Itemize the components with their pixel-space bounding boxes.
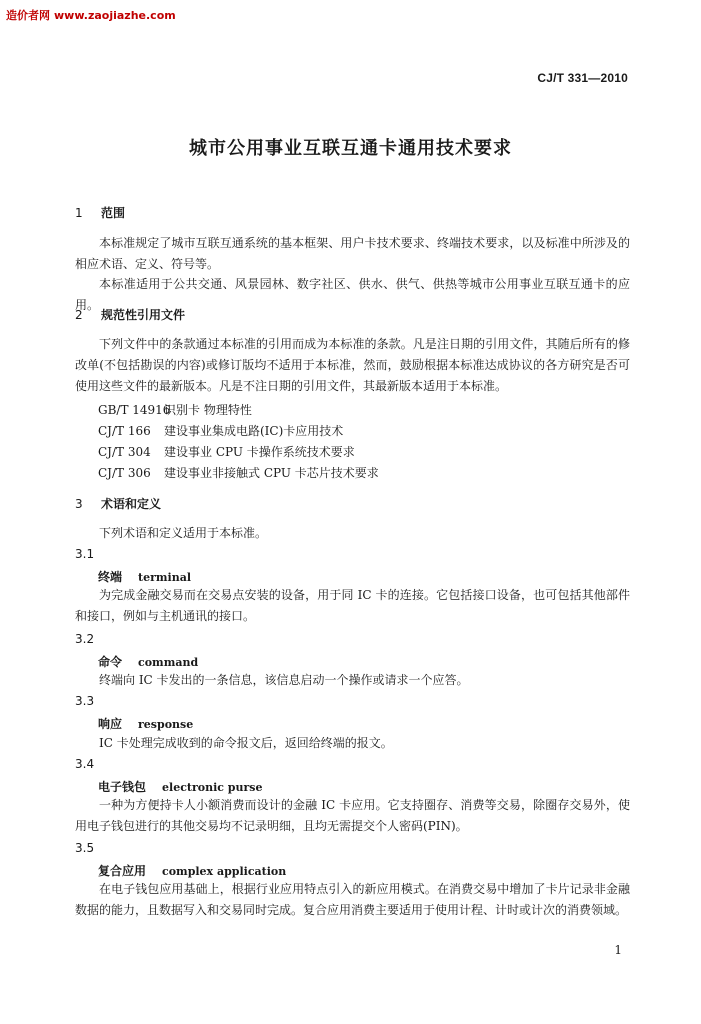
reference-code: CJ/T 166 bbox=[98, 424, 151, 438]
term-heading bbox=[98, 715, 193, 732]
reference-item bbox=[98, 401, 252, 418]
section-1-number: 1 bbox=[75, 206, 83, 220]
reference-name: 建设事业非接触式 CPU 卡芯片技术要求 bbox=[164, 466, 379, 480]
term-number: 3.5 bbox=[75, 841, 95, 855]
term-en: command bbox=[138, 656, 199, 669]
term-zh: 命令 bbox=[98, 655, 123, 669]
term-heading bbox=[98, 568, 191, 585]
section-3-number: 3 bbox=[75, 497, 83, 511]
section-2-paragraph: 下列文件中的条款通过本标准的引用而成为本标准的条款。凡是注日期的引用文件，其随后所有的修改单(不包括勘误的内容)或修订版均不适用于本标准，然而，鼓励根据本标准达成协议的各方研究是否可使用这些文件的最新版本。凡是不注日期的引用文件，其最新版本适用于本标准。 bbox=[75, 337, 630, 393]
section-3-intro: 下列术语和定义适用于本标准。 bbox=[99, 526, 268, 540]
section-1-paragraph-2: 本标准适用于公共交通、风景园林、数字社区、供水、供气、供热等城市公用事业互联互通卡的应用。 bbox=[75, 277, 630, 312]
term-en: response bbox=[138, 718, 194, 731]
term-definition: 终端向 IC 卡发出的一条信息，该信息启动一个操作或请求一个应答。 bbox=[99, 673, 469, 687]
term-heading bbox=[98, 653, 198, 670]
term-definition: 一种为方便持卡人小额消费而设计的金融 IC 卡应用。它支持圈存、消费等交易，除圈存交易外，使用电子钱包进行的其他交易均不记录明细，且均无需提交个人密码(PIN)。 bbox=[75, 798, 630, 833]
term-en: electronic purse bbox=[162, 781, 263, 794]
term-definition: IC 卡处理完成收到的命令报文后，返回给终端的报文。 bbox=[99, 736, 393, 750]
document-title: 城市公用事业互联互通卡通用技术要求 bbox=[189, 138, 512, 159]
term-en: terminal bbox=[138, 571, 192, 584]
section-1-paragraph-1: 本标准规定了城市互联互通系统的基本框架、用户卡技术要求、终端技术要求，以及标准中所涉及的相应术语、定义、符号等。 bbox=[75, 236, 630, 271]
section-2-title: 规范性引用文件 bbox=[101, 308, 186, 322]
term-zh: 终端 bbox=[98, 570, 123, 584]
reference-code: CJ/T 306 bbox=[98, 466, 151, 480]
term-number: 3.4 bbox=[75, 757, 95, 771]
section-3-heading bbox=[75, 495, 161, 512]
section-1-heading bbox=[75, 204, 125, 221]
reference-name: 识别卡 物理特性 bbox=[164, 403, 252, 417]
term-zh: 复合应用 bbox=[98, 864, 147, 878]
term-number: 3.3 bbox=[75, 694, 95, 708]
watermark bbox=[6, 7, 176, 23]
term-definition: 在电子钱包应用基础上，根据行业应用特点引入的新应用模式。在消费交易中增加了卡片记录非金融数据的能力，且数据写入和交易同时完成。复合应用消费主要适用于使用计程、计时或计次的消费领域。 bbox=[75, 882, 630, 917]
watermark-site-name: 造价者网 bbox=[6, 9, 50, 22]
watermark-url: www.zaojiazhe.com bbox=[54, 9, 176, 22]
reference-name: 建设事业 CPU 卡操作系统技术要求 bbox=[164, 445, 355, 459]
reference-item bbox=[98, 464, 379, 481]
term-en: complex application bbox=[162, 865, 287, 878]
term-heading bbox=[98, 778, 262, 795]
reference-code: GB/T 14916 bbox=[98, 403, 171, 417]
term-heading bbox=[98, 862, 286, 879]
term-number: 3.1 bbox=[75, 547, 95, 561]
term-definition: 为完成金融交易而在交易点安装的设备，用于同 IC 卡的连接。它包括接口设备，也可包括其他部件和接口，例如与主机通讯的接口。 bbox=[75, 588, 630, 623]
reference-item bbox=[98, 443, 355, 460]
section-2-heading bbox=[75, 306, 185, 323]
section-1-title: 范围 bbox=[101, 206, 126, 220]
reference-code: CJ/T 304 bbox=[98, 445, 151, 459]
term-zh: 电子钱包 bbox=[98, 780, 147, 794]
section-2-number: 2 bbox=[75, 308, 83, 322]
section-3-title: 术语和定义 bbox=[101, 497, 162, 511]
page-number: 1 bbox=[614, 943, 622, 957]
term-number: 3.2 bbox=[75, 632, 95, 646]
term-zh: 响应 bbox=[98, 717, 123, 731]
reference-name: 建设事业集成电路(IC)卡应用技术 bbox=[164, 424, 344, 438]
standard-code: CJ/T 331—2010 bbox=[537, 71, 628, 85]
reference-item bbox=[98, 422, 343, 439]
